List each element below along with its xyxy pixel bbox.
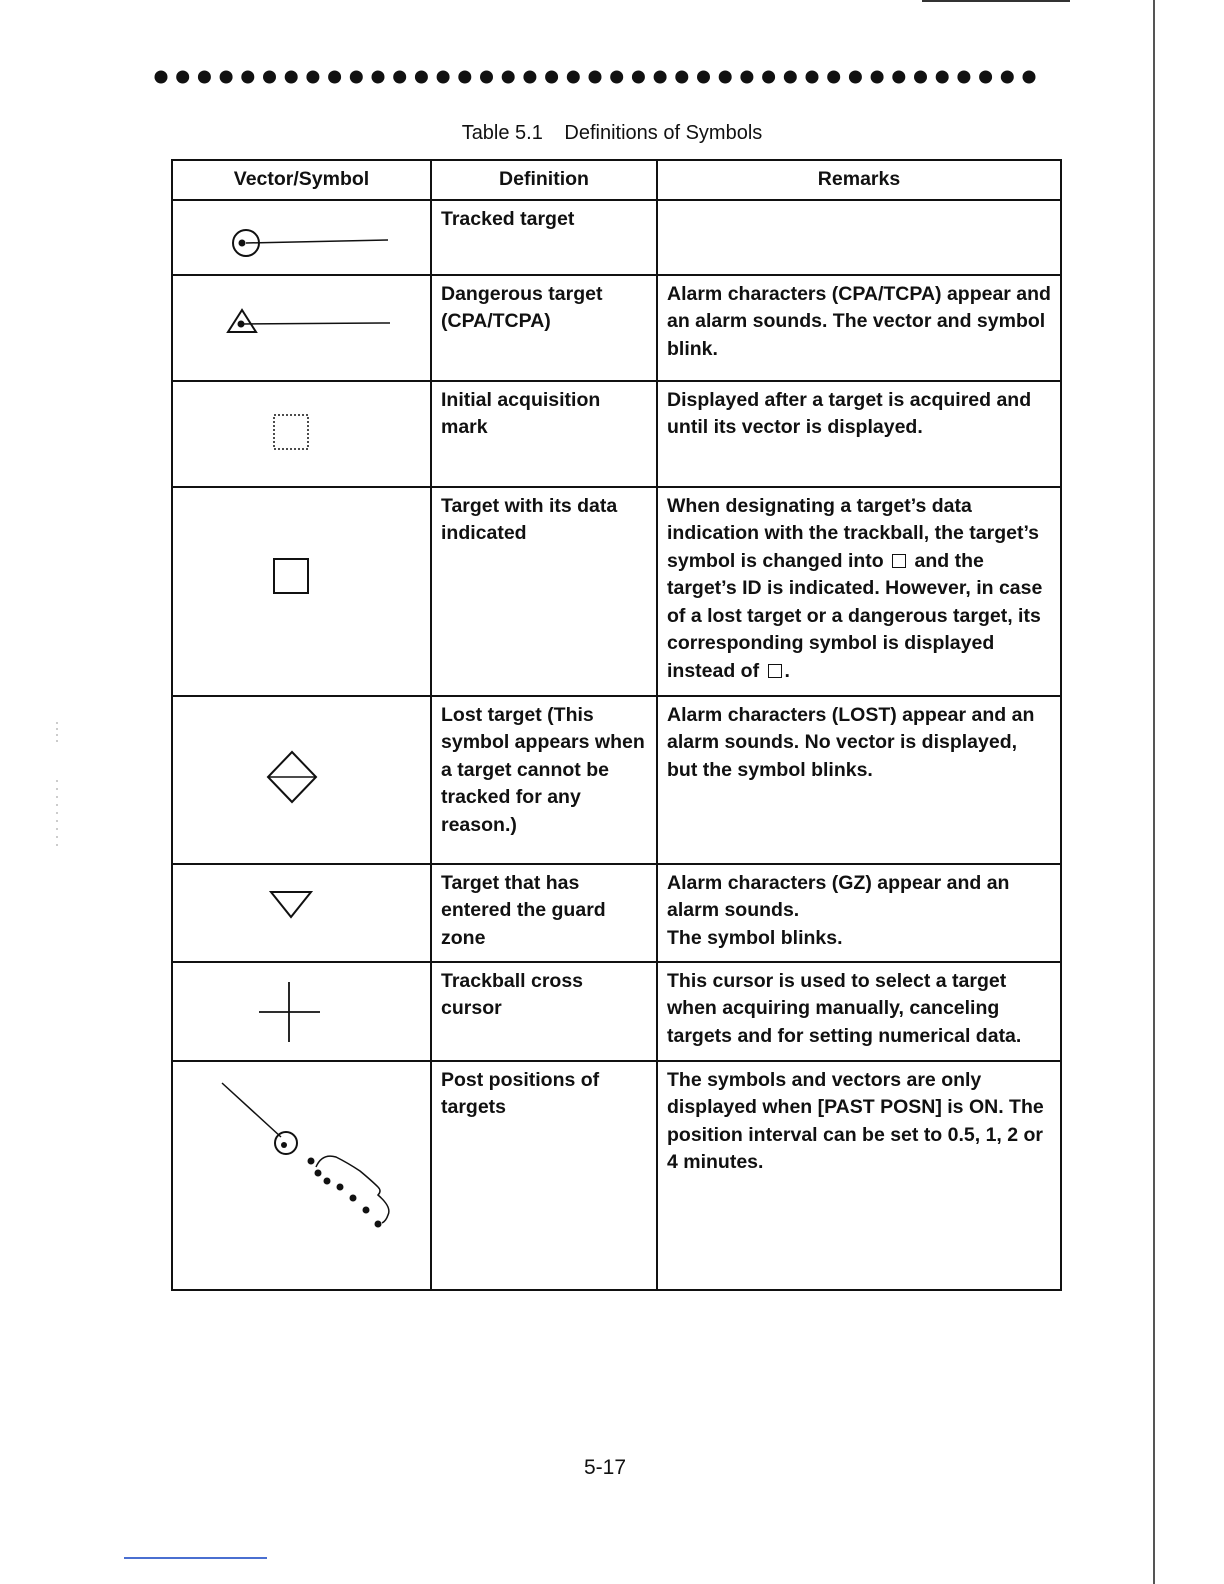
definition-cell: Lost target (This symbol appears when a target cannot be tracked for any reason.) [431, 696, 657, 864]
data-indicated-target-icon [182, 493, 437, 690]
divider-dot [762, 71, 775, 84]
past-positions-icon [182, 1067, 437, 1284]
divider-dot [610, 71, 623, 84]
remarks-cell: Alarm characters (LOST) appear and an alarm sounds. No vector is displayed, but the symbol blinks. [657, 696, 1061, 864]
divider-dot [415, 71, 428, 84]
remarks-cell: The symbols and vectors are only displayed when [PAST POSN] is ON. The position interval can be set to 0.5, 1, 2 or 4 minutes. [657, 1061, 1061, 1290]
definition-cell: Tracked target [431, 200, 657, 275]
divider-dot [697, 71, 710, 84]
remarks-cell: When designating a target’s data indication with the trackball, the target’s symbol is changed into and the target’s ID is indicated. However, in case of a lost target or a dangerous target, its corresponding symbol is displayed instead of . [657, 487, 1061, 696]
divider-dot [654, 71, 667, 84]
table-row [172, 487, 1061, 696]
divider-dot [892, 71, 905, 84]
initial-acquisition-icon [182, 387, 437, 481]
divider-dot [545, 71, 558, 84]
divider-dot [458, 71, 471, 84]
divider-dot [372, 71, 385, 84]
divider-dot [1023, 71, 1036, 84]
trackball-cross-icon [182, 968, 437, 1055]
remarks-cell: Displayed after a target is acquired and until its vector is displayed. [657, 381, 1061, 487]
divider-dot [979, 71, 992, 84]
definition-cell: Post positions of targets [431, 1061, 657, 1290]
dot-divider [150, 64, 1040, 90]
definition-cell: Target with its data indicated [431, 487, 657, 696]
divider-dot [740, 71, 753, 84]
lost-target-icon [182, 702, 437, 858]
table-row [172, 962, 1061, 1061]
table-row [172, 1061, 1061, 1290]
divider-dot [849, 71, 862, 84]
tracked-target-icon [182, 206, 437, 269]
divider-dot [220, 71, 233, 84]
divider-dot [567, 71, 580, 84]
divider-dot [936, 71, 949, 84]
definition-cell: Dangerous target (CPA/TCPA) [431, 275, 657, 381]
table-row [172, 381, 1061, 487]
divider-dot [393, 71, 406, 84]
table-title: Definitions of Symbols [564, 122, 763, 144]
divider-dot [957, 71, 970, 84]
divider-dot [198, 71, 211, 84]
divider-dot [632, 71, 645, 84]
divider-dot [155, 71, 168, 84]
page-number: 5-17 [583, 1456, 627, 1479]
table-caption [0, 122, 1224, 145]
divider-dot [914, 71, 927, 84]
square-symbol-icon [892, 554, 906, 568]
remarks-cell: Alarm characters (CPA/TCPA) appear and an alarm sounds. The vector and symbol blink. [657, 275, 1061, 381]
divider-dot [523, 71, 536, 84]
definition-cell: Target that has entered the guard zone [431, 864, 657, 962]
divider-dot [806, 71, 819, 84]
table-row [172, 200, 1061, 275]
right-edge-rule [1153, 0, 1155, 1584]
definition-cell: Trackball cross cursor [431, 962, 657, 1061]
divider-dot [719, 71, 732, 84]
divider-dot [350, 71, 363, 84]
table-header-row [172, 160, 1061, 200]
scan-specks [55, 720, 59, 860]
divider-dot [241, 71, 254, 84]
remarks-cell [657, 200, 1061, 275]
table-row [172, 275, 1061, 381]
table-row [172, 864, 1061, 962]
divider-dot [1001, 71, 1014, 84]
dangerous-target-icon [182, 281, 437, 375]
guard-zone-target-icon [182, 870, 437, 956]
divider-dot [480, 71, 493, 84]
top-edge-rule [922, 0, 1070, 2]
divider-dot [285, 71, 298, 84]
definition-cell: Initial acquisition mark [431, 381, 657, 487]
remarks-cell: Alarm characters (GZ) appear and an alarm sounds. The symbol blinks. [657, 864, 1061, 962]
bottom-edge-rule [124, 1557, 267, 1559]
divider-dot [263, 71, 276, 84]
divider-dot [176, 71, 189, 84]
divider-dot [306, 71, 319, 84]
symbol-definitions-table [171, 159, 1062, 1291]
divider-dot [502, 71, 515, 84]
divider-dot [328, 71, 341, 84]
divider-dot [827, 71, 840, 84]
header-remarks: Remarks [657, 160, 1061, 200]
header-definition: Definition [431, 160, 657, 200]
divider-dot [871, 71, 884, 84]
divider-dot [437, 71, 450, 84]
table-row [172, 696, 1061, 864]
remarks-cell: This cursor is used to select a target when acquiring manually, canceling targets and for setting numerical data. [657, 962, 1061, 1061]
table-number: Table 5.1 [461, 122, 543, 144]
divider-dot [784, 71, 797, 84]
divider-dot [675, 71, 688, 84]
divider-dot [589, 71, 602, 84]
square-symbol-icon [768, 664, 782, 678]
header-vector-symbol: Vector/Symbol [172, 160, 431, 200]
